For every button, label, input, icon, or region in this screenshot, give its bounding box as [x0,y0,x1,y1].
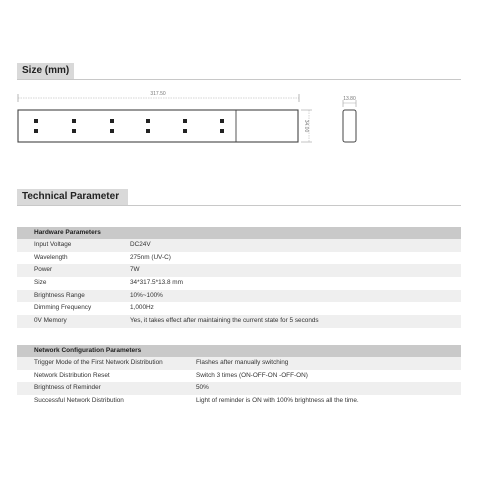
hardware-rows [17,239,461,328]
parameter-label: Brightness Range [34,291,85,299]
parameter-value: 34*317.5*13.8 mm [130,279,183,287]
strip-body [18,110,298,142]
table-row [17,264,461,277]
network-rows [17,357,461,408]
length-dimension-label: 317.50 [150,91,166,97]
hardware-parameters-table [17,227,461,328]
led-chip [110,129,114,133]
table-row [17,277,461,290]
led-chip [146,119,150,123]
parameter-label: Wavelength [34,253,68,261]
size-section-divider [17,79,461,80]
parameter-value: Flashes after manually switching [196,359,289,366]
network-parameters-table [17,345,461,408]
parameter-label: 0V Memory [34,317,67,325]
table-row [17,357,461,370]
parameter-value: 7W [130,266,140,274]
technical-section-title: Technical Parameter [17,189,128,205]
height-dimension-label: 34.00 [303,119,309,133]
parameter-value: 10%~100% [130,291,163,299]
led-chip [110,119,114,123]
table-row [17,395,461,408]
parameter-value: 275nm (UV-C) [130,253,171,261]
led-chip [34,119,38,123]
technical-section-divider [17,205,461,206]
table-row [17,370,461,383]
table-row [17,290,461,303]
parameter-value: 1,000Hz [130,304,154,312]
parameter-label: Size [34,279,47,287]
table-row [17,315,461,328]
parameter-label: Brightness of Reminder [34,384,101,392]
led-chip [146,129,150,133]
led-chip [183,129,187,133]
hardware-parameters-heading: Hardware Parameters [17,227,461,239]
parameter-label: Power [34,266,53,274]
parameter-value: Light of reminder is ON with 100% brightness all the time. [196,397,359,405]
parameter-label: Successful Network Distribution [34,397,124,405]
network-parameters-heading: Network Configuration Parameters [17,345,461,357]
table-row [17,252,461,265]
led-chip [34,129,38,133]
parameter-value: Switch 3 times (ON-OFF-ON -OFF-ON) [196,371,308,379]
height-dimension [301,110,312,142]
led-chip [183,119,187,123]
depth-dimension-label: 13.80 [343,96,356,102]
parameter-label: Input Voltage [34,241,72,248]
led-chip [72,119,76,123]
parameter-value: Yes, it takes effect after maintaining the current state for 5 seconds [130,317,319,325]
size-section-title: Size (mm) [17,63,74,79]
table-row [17,239,461,252]
led-chip [220,129,224,133]
parameter-label: Trigger Mode of the First Network Distribution [34,359,163,366]
led-chip [72,129,76,133]
dimension-drawing [0,90,480,170]
side-view [343,96,356,142]
parameter-label: Network Distribution Reset [34,371,110,379]
parameter-value: DC24V [130,241,151,248]
table-row [17,302,461,315]
length-dimension [18,91,299,102]
parameter-label: Dimming Frequency [34,304,92,312]
parameter-value: 50% [196,384,209,392]
led-chip [220,119,224,123]
table-row [17,382,461,395]
